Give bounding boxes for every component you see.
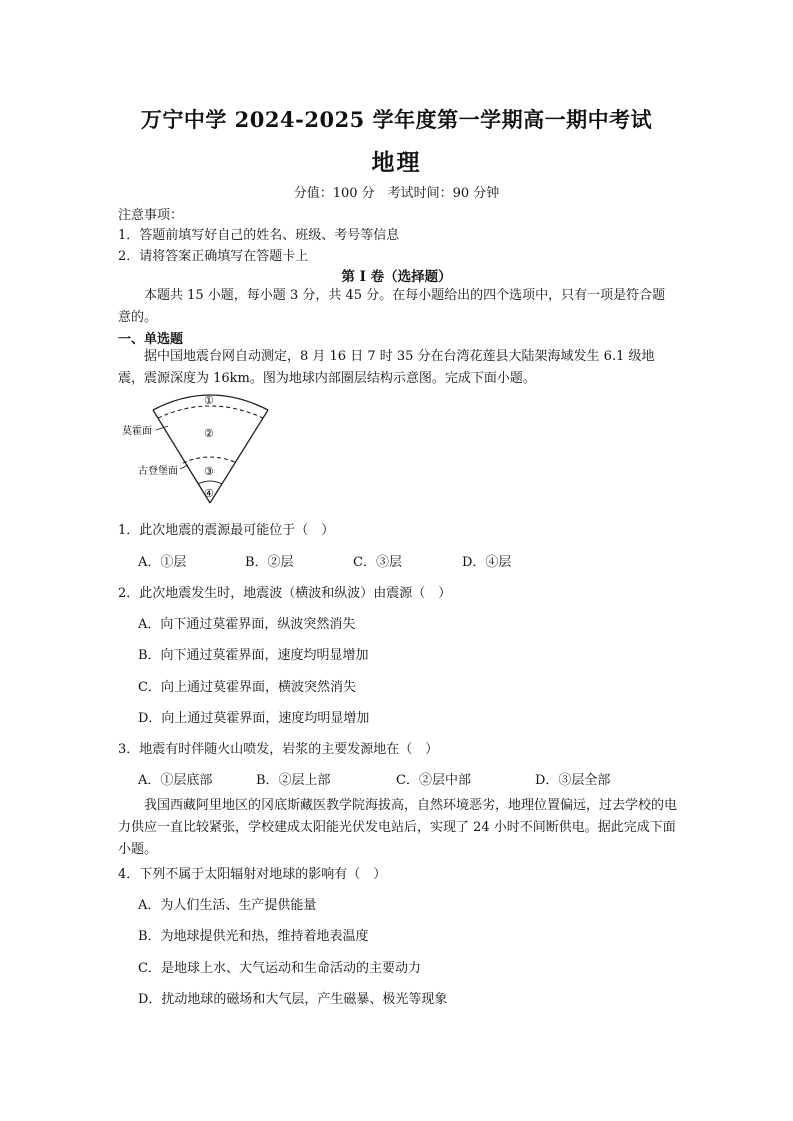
question-1-option-b[interactable]: B．②层 (245, 555, 294, 570)
section-title: 第 I 卷（选择题） (341, 269, 452, 285)
question-4-option-a[interactable]: A．为人们生活、生产提供能量 (138, 898, 317, 913)
question-2-stem: 2．此次地震发生时，地震波（横波和纵波）由震源（ ） (118, 586, 452, 601)
question-3-stem: 3．地震有时伴随火山喷发，岩浆的主要发源地在（ ） (118, 742, 439, 757)
notice-item-1: 1．答题前填写好自己的姓名、班级、考号等信息 (118, 228, 400, 243)
question-3-option-d[interactable]: D．③层全部 (535, 773, 611, 788)
gutenberg-label: 古登堡面 (138, 466, 178, 477)
notice-item-2: 2．请将答案正确填写在答题卡上 (118, 249, 309, 264)
question-3-option-a[interactable]: A．①层底部 (138, 773, 213, 788)
question-4-stem: 4．下列不属于太阳辐射对地球的影响有（ ） (118, 867, 387, 882)
notice-heading: 注意事项： (118, 208, 184, 223)
question-3-option-c[interactable]: C．②层中部 (396, 773, 471, 788)
exam-title: 万宁中学 2024-2025 学年度第一学期高一期中考试 (140, 107, 653, 132)
question-2-option-a[interactable]: A．向下通过莫霍界面，纵波突然消失 (138, 617, 356, 632)
earth-layers-diagram (118, 388, 288, 508)
section-instruction: 本题共 15 小题，每小题 3 分，共 45 分。在每小题给出的四个选项中，只有一项是符合题意的。 (118, 288, 666, 325)
question-1-option-c[interactable]: C．③层 (353, 555, 402, 570)
part-heading: 一、单选题 (118, 332, 184, 347)
question-1-option-d[interactable]: D．④层 (462, 555, 512, 570)
question-1-stem: 1．此次地震的震源最可能位于（ ） (118, 523, 335, 538)
question-3-option-b[interactable]: B．②层上部 (256, 773, 331, 788)
layer-2-label: ② (204, 427, 214, 440)
question-4-option-d[interactable]: D．扰动地球的磁场和大气层，产生磁暴、极光等现象 (138, 992, 448, 1007)
layer-1-label: ① (204, 394, 214, 407)
moho-label: 莫霍面 (122, 426, 152, 437)
question-2-option-d[interactable]: D．向上通过莫霍界面，速度均明显增加 (138, 711, 370, 726)
subject-title: 地理 (371, 149, 422, 176)
question-2-option-b[interactable]: B．向下通过莫霍界面，速度均明显增加 (138, 648, 369, 663)
layer-3-label: ③ (204, 465, 214, 478)
layer-4-label: ④ (204, 487, 214, 500)
question-2-option-c[interactable]: C．向上通过莫霍界面，横波突然消失 (138, 680, 356, 695)
passage-2: 我国西藏阿里地区的冈底斯藏医教学院海拔高，自然环境恶劣，地理位置偏远，过去学校的电力供应一直比较紧张，学校建成太阳能光伏发电站后，实现了 24 小时不间断供电。据此完成下面小题。 (118, 798, 678, 857)
exam-meta: 分值：100 分 考试时间：90 分钟 (293, 186, 500, 201)
question-4-option-c[interactable]: C．是地球上水、大气运动和生命活动的主要动力 (138, 961, 421, 976)
passage-1: 据中国地震台网自动测定，8 月 16 日 7 时 35 分在台湾花莲县大陆架海域发生 6.1 级地震，震源深度为 16km。图为地球内部圈层结构示意图。完成下面小题。 (118, 349, 655, 386)
question-4-option-b[interactable]: B．为地球提供光和热，维持着地表温度 (138, 929, 369, 944)
question-1-option-a[interactable]: A．①层 (138, 555, 187, 570)
